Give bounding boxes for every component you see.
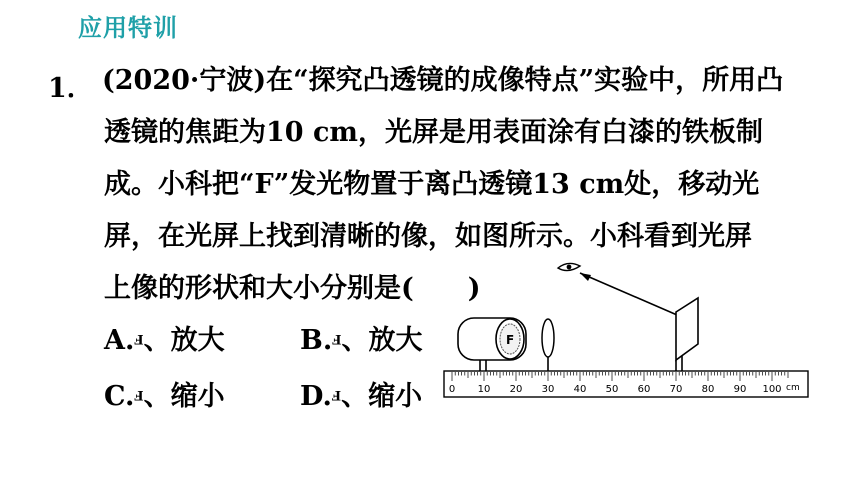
option-b-text: 放大: [368, 325, 423, 356]
ruler-tick-label: 100: [762, 384, 782, 395]
option-b-image-glyph: Ⅎ: [332, 333, 342, 349]
ruler-tick-label: 60: [637, 384, 651, 395]
option-c-letter: C.: [104, 381, 135, 412]
ruler-tick-label: 80: [701, 384, 715, 395]
ruler-unit: cm: [786, 383, 800, 393]
ruler-tick-label: 40: [573, 384, 587, 395]
sight-line: [580, 273, 684, 318]
ruler-tick-label: 50: [605, 384, 619, 395]
question-line-3: 成。小科把“F”发光物置于离凸透镜13 cm处，移动光: [104, 169, 760, 200]
object-label: F: [506, 333, 515, 347]
option-d[interactable]: [300, 380, 422, 415]
option-d-text: 缩小: [368, 381, 423, 412]
option-b[interactable]: [300, 324, 422, 359]
ruler-tick-label: 30: [541, 384, 555, 395]
option-b-separator: 、: [341, 325, 369, 356]
option-c-image-glyph: Ⅎ: [134, 389, 144, 405]
option-a-separator: 、: [143, 325, 171, 356]
option-c-text: 缩小: [170, 381, 225, 412]
option-c[interactable]: [104, 380, 225, 415]
section-title: 应用特训: [78, 14, 178, 42]
option-a[interactable]: [104, 324, 225, 359]
ruler-tick-label: 0: [448, 384, 456, 395]
option-b-letter: B.: [300, 325, 333, 356]
ruler-tick-label: 10: [477, 384, 491, 395]
option-d-separator: 、: [341, 381, 369, 412]
option-a-text: 放大: [170, 325, 225, 356]
eye-icon: [558, 263, 580, 270]
ruler-tick-label: 90: [733, 384, 747, 395]
ruler-tick-label: 70: [669, 384, 683, 395]
f-light-source: [458, 318, 526, 371]
option-a-image-glyph: Ⅎ: [134, 333, 144, 349]
ruler: [444, 371, 808, 397]
ruler-tick-label: 20: [509, 384, 523, 395]
arrow-head-icon: [580, 273, 591, 281]
option-d-image-glyph: Ⅎ: [331, 389, 342, 405]
question-line-5: 上像的形状和大小分别是( ): [104, 273, 481, 304]
question-line-4: 屏，在光屏上找到清晰的像，如图所示。小科看到光屏: [104, 221, 752, 252]
convex-lens: [542, 319, 554, 371]
option-a-letter: A.: [104, 325, 135, 356]
question-line-2: 透镜的焦距为10 cm，光屏是用表面涂有白漆的铁板制: [104, 117, 763, 148]
option-c-separator: 、: [143, 381, 171, 412]
option-d-letter: D.: [300, 381, 332, 412]
light-screen: [676, 298, 698, 371]
question-line-1: (2020·宁波)在“探究凸透镜的成像特点”实验中，所用凸: [102, 65, 784, 96]
question-number: 1．: [48, 73, 94, 104]
optics-bench-figure: [440, 256, 812, 402]
